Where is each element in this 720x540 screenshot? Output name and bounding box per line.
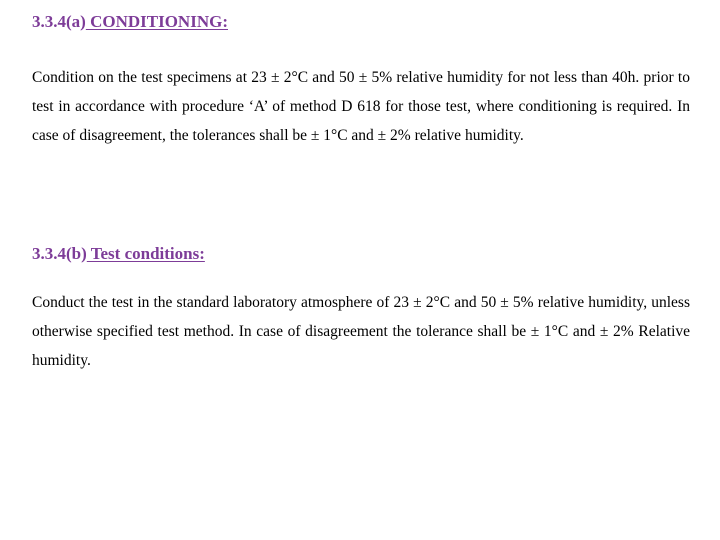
section-body: Conduct the test in the standard laboratory atmosphere of 23 ± 2°C and 50 ± 5% relative humidity, unless otherwise specified test method. In case of disagreement the tolerance shall be ± 1°C and ± 2% Relative humidity.	[32, 294, 690, 369]
section-heading	[32, 242, 690, 266]
section-body: Condition on the test specimens at 23 ± 2°C and 50 ± 5% relative humidity for not less than 40h. prior to test in accordance with procedure ‘A’ of method D 618 for those test, where conditioning is required. In case of disagreement, the tolerances shall be ± 1°C and ± 2% relative humidity.	[32, 69, 690, 144]
section-conditioning	[32, 10, 690, 150]
section-title: CONDITIONING:	[85, 12, 228, 31]
section-title: Test conditions:	[86, 244, 205, 263]
section-heading	[32, 10, 690, 34]
section-test-conditions	[32, 242, 690, 375]
section-number: 3.3.4(b)	[32, 244, 87, 263]
section-number: 3.3.4(a)	[32, 12, 86, 31]
